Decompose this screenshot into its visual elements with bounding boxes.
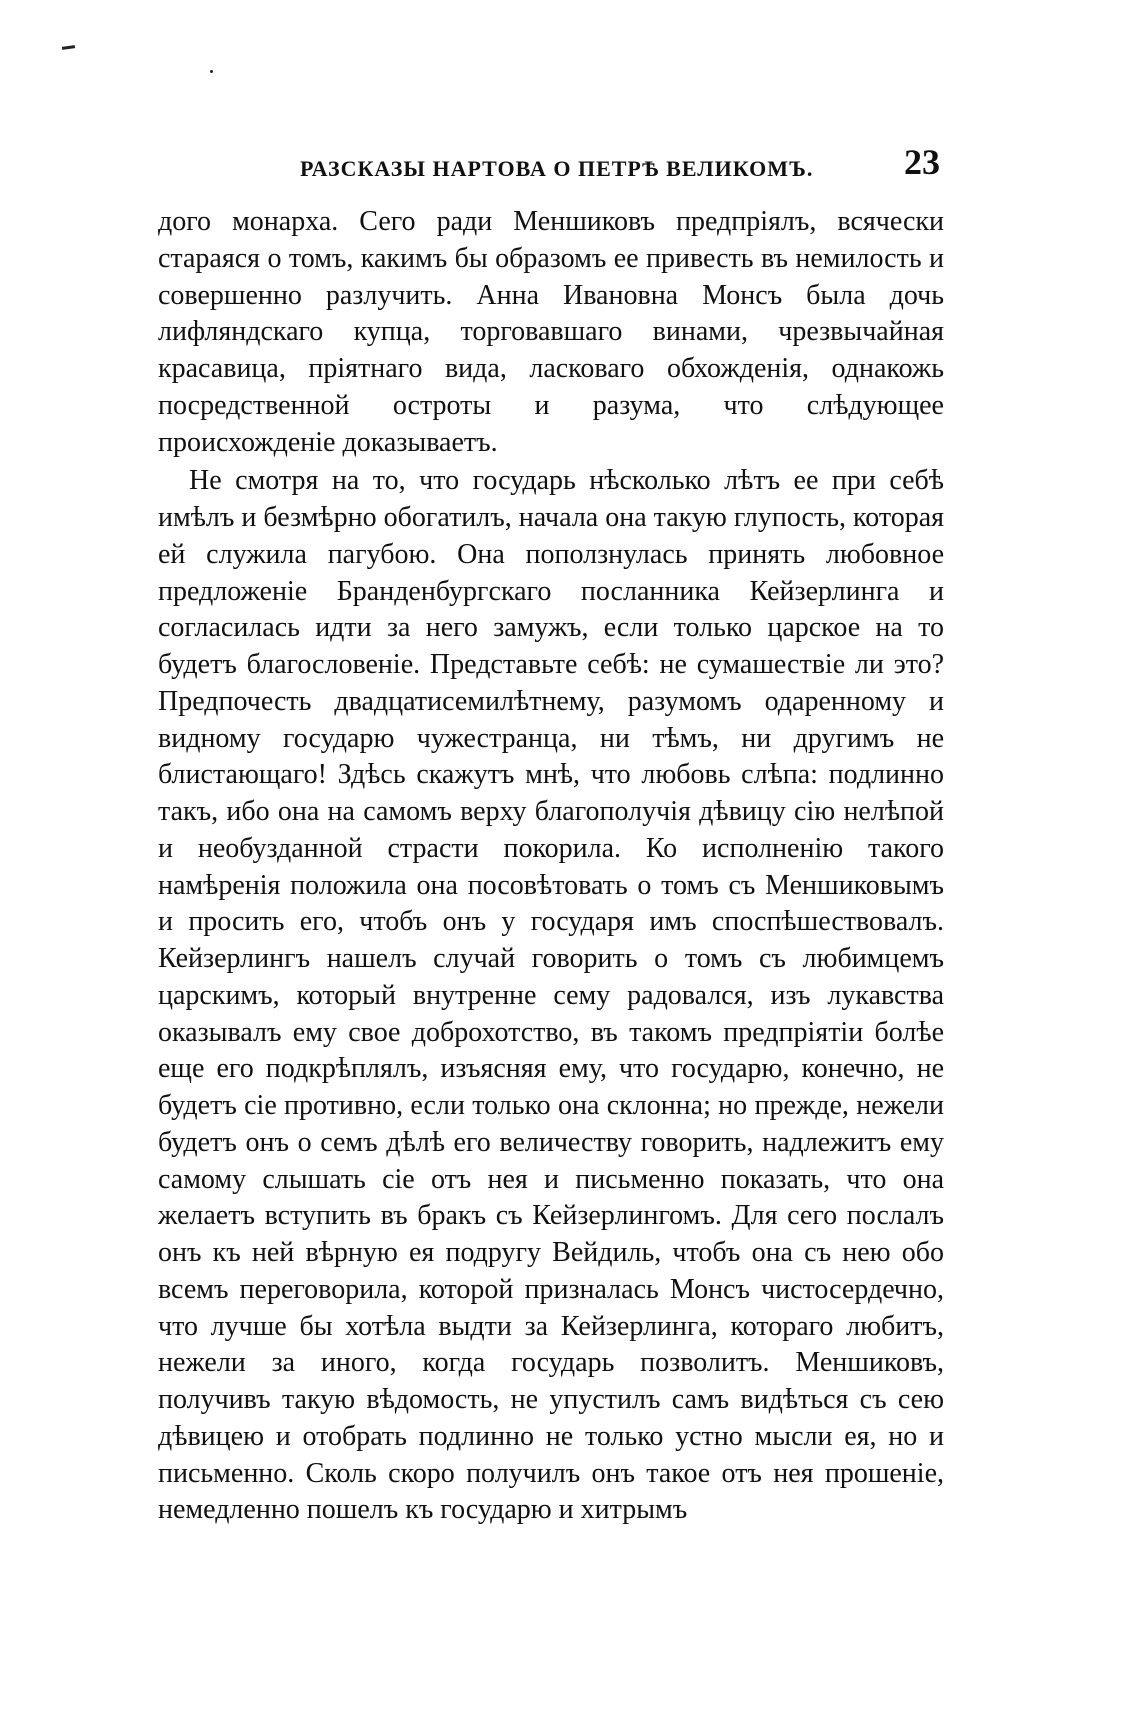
paragraph-main: Не смотря на то, что государь нѣсколько лѣтъ ее при себѣ имѣлъ и безмѣрно обогатилъ, начала она такую глупость, которая ей служила пагубою. Она поползнулась принять любовное предложеніе Бранденбургскаго посланника Кейзерлинга и согласилась идти за него замужъ, если только царское на то будетъ благословеніе. Представьте себѣ: не сумашествіе ли это? Предпочесть двадцатисемилѣтнему, разумомъ одаренному и видному государю чужестранца, ни тѣмъ, ни другимъ не блистающаго! Здѣсь скажутъ мнѣ, что любовь слѣпа: подлинно такъ, ибо она на самомъ верху благополучія дѣвицу сію нелѣпой и необузданной страсти покорила. Ко исполненію такого намѣренія положила она посовѣтовать о томъ съ Меншиковымъ и просить его, чтобъ онъ у государя имъ споспѣшествовалъ. Кейзерлингъ нашелъ случай говорить о томъ съ любимцемъ царскимъ, который внутренне сему радовался, изъ лукавства оказывалъ ему свое доброхотство, въ такомъ предпріятіи болѣе еще его подкрѣплялъ, изъясняя ему, что государю, конечно, не будетъ сіе противно, если только она склонна; но прежде, нежели будетъ онъ о семъ дѣлѣ его величеству говорить, надлежитъ ему самому слышать сіе отъ нея и письменно показать, что она желаетъ вступить въ бракъ съ Кейзерлингомъ. Для сего послалъ онъ къ ней вѣрную ея подругу Вейдиль, чтобъ она съ нею обо всемъ переговорила, которой призналась Монсъ чистосердечно, что лучше бы хотѣла выдти за Кейзерлинга, котораго любитъ, нежели за иного, когда государь позволитъ. Меншиковъ, получивъ такую вѣдомость, не упустилъ самъ видѣться съ сею дѣвицею и отобрать подлинно не только устно мысли ея, но и письменно. Сколь скоро получилъ онъ такое отъ нея прошеніе, немедленно пошелъ къ государю и хитрымъ — [158, 465, 944, 1526]
scan-mark — [62, 45, 75, 50]
scan-dot — [210, 70, 213, 73]
running-header — [300, 144, 940, 184]
body-text — [158, 204, 944, 1529]
page-number: 23 — [904, 142, 940, 182]
running-title: РАЗСКАЗЫ НАРТОВА О ПЕТРѢ ВЕЛИКОМЪ. — [300, 156, 814, 181]
paragraph-continuation: дого монарха. Сего ради Меншиковъ предпріялъ, всячески стараяся о томъ, какимъ бы образомъ ее привесть въ немилость и совершенно разлучить. Анна Ивановна Монсъ была дочь лифляндскаго купца, торговавшаго винами, чрезвычайная красавица, пріятнаго вида, ласковаго обхожденія, однакожь посредственной остроты и разума, что слѣдующее происхожденіе доказываетъ. — [158, 206, 944, 458]
